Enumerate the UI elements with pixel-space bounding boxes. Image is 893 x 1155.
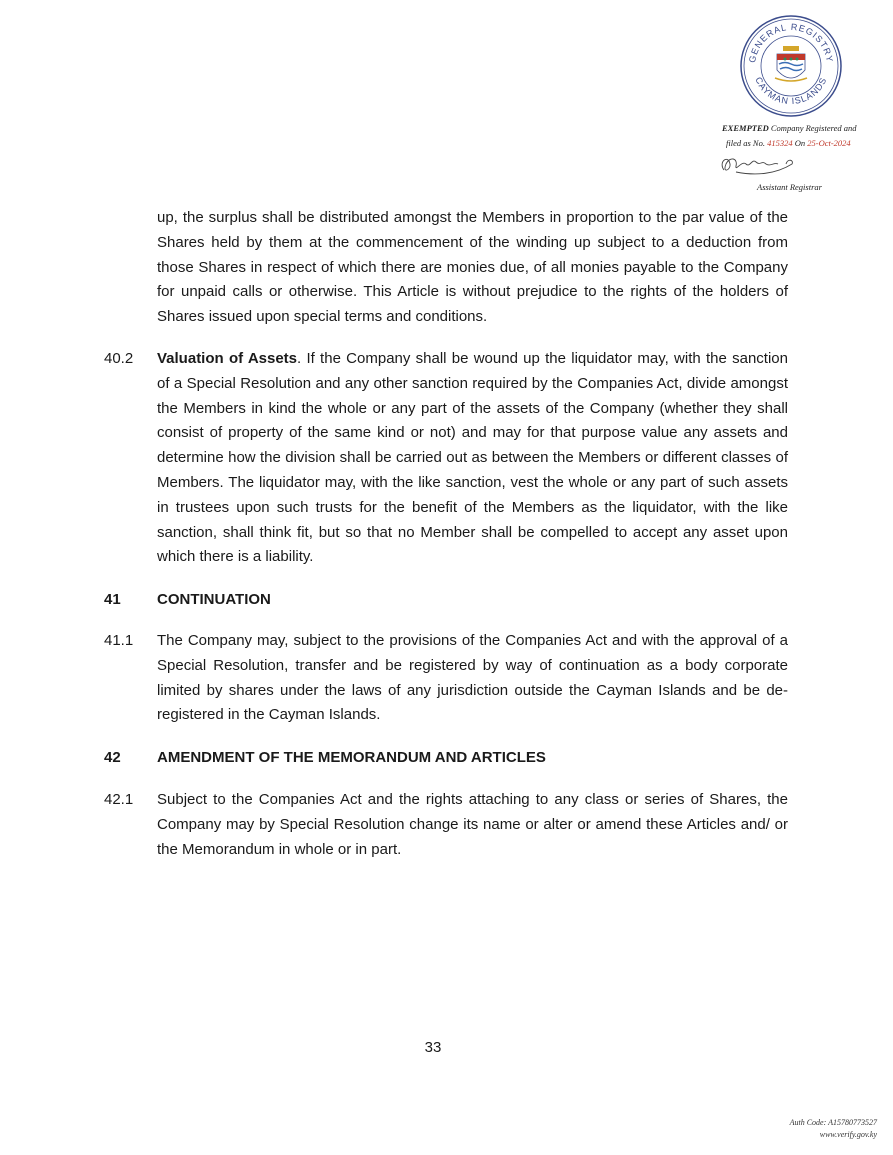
section-42-heading: AMENDMENT OF THE MEMORANDUM AND ARTICLES: [157, 749, 546, 766]
section-number-40-2: 40.2: [104, 350, 134, 367]
filed-date: 25-Oct-2024: [807, 138, 851, 148]
registration-stamp-line-1: [722, 123, 857, 133]
filed-prefix: filed as No.: [726, 138, 765, 148]
seal-bottom-text: CAYMAN ISLANDS: [753, 75, 829, 107]
section-number-42-1: 42.1: [104, 791, 134, 808]
registrar-signature: [716, 152, 796, 178]
auth-code: Auth Code: A15780773527: [789, 1118, 877, 1127]
signer-title: Assistant Registrar: [757, 182, 822, 192]
filed-number: 415324: [767, 138, 793, 148]
continuation-paragraph: up, the surplus shall be distributed amongst the Members in proportion to the par value of the Shares held by them at the commencement of the winding up subject to a deduction from those Shares in respect of which there are monies due, of all monies payable to the Company for unpaid calls or otherwise. This Article is without prejudice to the rights of the holders of Shares issued upon special terms and conditions.: [157, 209, 788, 326]
on-text: On: [794, 138, 806, 148]
section-41-1-paragraph: The Company may, subject to the provisions of the Companies Act and with the approval of a Special Resolution, transfer and be registered by way of continuation as a body corporate limited by shares under the laws of any jurisdiction outside the Cayman Islands and be de-registered in the Cayman Islands.: [157, 632, 788, 724]
section-number-41: 41: [104, 591, 121, 608]
section-40-2-title: Valuation of Assets: [157, 350, 298, 367]
registry-seal: [739, 14, 843, 118]
section-number-41-1: 41.1: [104, 632, 134, 649]
section-40-2-text: . If the Company shall be wound up the liquidator may, with the sanction of a Special Resolution and any other sanction required by the Companies Act, divide amongst the Members in kind the whole or any part of the assets of the Company (whether they shall consist of property of the same kind or not) and may for that purpose value any assets and determine how the division shall be carried out as between the Members or different classes of Members. The liquidator may, with the like sanction, vest the whole or any part of such assets in trustees upon such trusts for the benefit of the Members as the liquidator, with the like sanction, shall think fit, but so that no Member shall be compelled to accept any asset upon which there is a liability.: [157, 350, 788, 566]
section-number-42: 42: [104, 749, 121, 766]
section-42-1-paragraph: Subject to the Companies Act and the rights attaching to any class or series of Shares, the Company may by Special Resolution change its name or alter or amend these Articles and/ or the Memorandum in whole or in part.: [157, 791, 788, 858]
section-41-heading: CONTINUATION: [157, 591, 271, 608]
seal-top-text: GENERAL REGISTRY: [747, 21, 835, 64]
section-40-2-paragraph: [157, 347, 788, 570]
status-label: EXEMPTED: [722, 123, 769, 133]
registered-text: Company Registered and: [770, 123, 857, 133]
page-number: 33: [424, 1039, 442, 1056]
verify-website: www.verify.gov.ky: [819, 1130, 877, 1139]
registration-stamp-line-2: [726, 138, 851, 148]
